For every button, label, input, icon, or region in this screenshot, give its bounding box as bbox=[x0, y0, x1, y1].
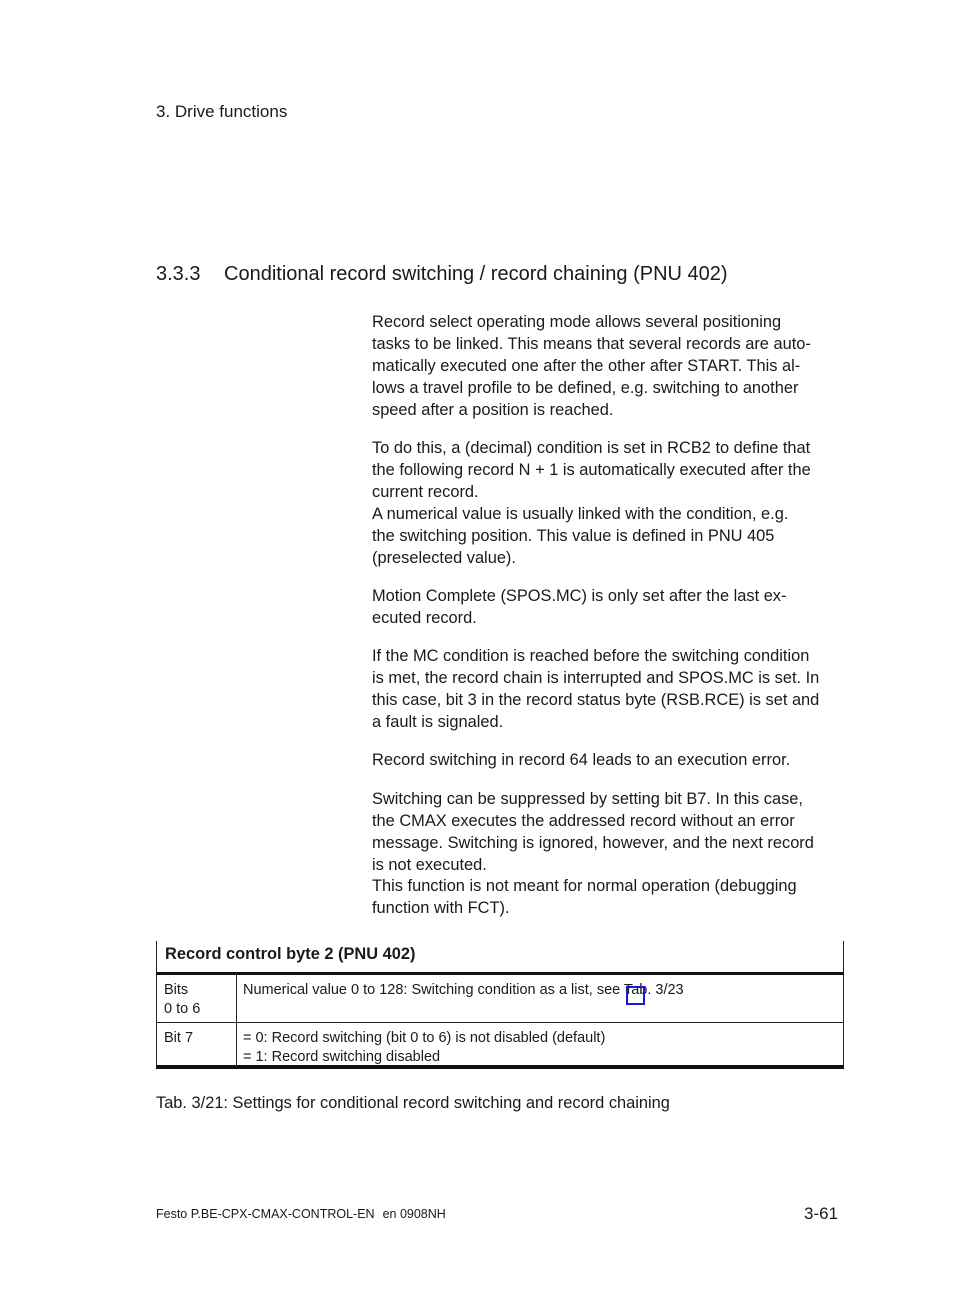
section-title: Conditional record switching / record chaining (PNU 402) bbox=[224, 263, 728, 285]
text-line: function with FCT). bbox=[372, 899, 510, 918]
text-line: A numerical value is usually linked with the condition, e.g. bbox=[372, 504, 789, 523]
text-line: the following record N + 1 is automatically executed after the bbox=[372, 460, 811, 479]
table-cell-description bbox=[237, 1023, 843, 1065]
footer-document-id: Festo P.BE-CPX-CMAX-CONTROL-EN bbox=[156, 1207, 375, 1221]
table-caption: Tab. 3/21: Settings for conditional record switching and record chaining bbox=[156, 1094, 670, 1112]
paragraph-6 bbox=[372, 789, 842, 920]
cell-line: 0 to 6 bbox=[164, 1001, 201, 1017]
running-head: 3. Drive functions bbox=[156, 102, 288, 121]
table-row bbox=[156, 975, 844, 1023]
text-line: current record. bbox=[372, 482, 479, 501]
text-line: is met, the record chain is interrupted and SPOS.MC is set. In bbox=[372, 669, 820, 688]
cell-line: Numerical value 0 to 128: Switching condition as a list, see Tab. 3/23 bbox=[243, 982, 684, 998]
text-line: message. Switching is ignored, however, and the next record bbox=[372, 833, 814, 852]
page-number: 3-61 bbox=[804, 1204, 839, 1223]
text-line: Motion Complete (SPOS.MC) is only set after the last ex- bbox=[372, 586, 787, 605]
text-line: This function is not meant for normal operation (debugging bbox=[372, 877, 797, 896]
text-line: matically executed one after the other after START. This al- bbox=[372, 356, 801, 375]
text-line: (preselected value). bbox=[372, 548, 516, 567]
text-line: If the MC condition is reached before the switching condition bbox=[372, 647, 810, 666]
paragraph-1 bbox=[372, 312, 842, 422]
table-cell-bits bbox=[157, 975, 237, 1022]
cell-line: Bit 7 bbox=[164, 1030, 194, 1046]
table-cell-bits bbox=[157, 1023, 237, 1065]
cross-reference-link[interactable] bbox=[626, 986, 645, 1005]
footer-edition: en 0908NH bbox=[382, 1207, 446, 1221]
table-header: Record control byte 2 (PNU 402) bbox=[156, 941, 844, 975]
text-line: Switching can be suppressed by setting bit B7. In this case, bbox=[372, 789, 803, 808]
text-line: a fault is signaled. bbox=[372, 713, 504, 731]
footer bbox=[156, 1207, 446, 1221]
section-number: 3.3.3 bbox=[156, 263, 201, 285]
text-line: the switching position. This value is defined in PNU 405 bbox=[372, 526, 775, 545]
paragraph-4 bbox=[372, 646, 842, 734]
text-line: Record switching in record 64 leads to an execution error. bbox=[372, 751, 791, 770]
section-heading bbox=[156, 263, 728, 286]
paragraph-2 bbox=[372, 438, 842, 569]
text-line: is not executed. bbox=[372, 855, 487, 874]
cell-line: = 0: Record switching (bit 0 to 6) is not disabled (default) bbox=[243, 1030, 606, 1046]
text-line: this case, bit 3 in the record status byte (RSB.RCE) is set and bbox=[372, 691, 820, 710]
paragraph-3 bbox=[372, 586, 842, 630]
paragraph-5 bbox=[372, 750, 842, 772]
cell-line: Bits bbox=[164, 982, 189, 998]
table-row bbox=[156, 1023, 844, 1069]
text-line: tasks to be linked. This means that several records are auto- bbox=[372, 334, 811, 353]
text-line: To do this, a (decimal) condition is set in RCB2 to define that bbox=[372, 439, 811, 458]
settings-table bbox=[156, 941, 844, 1069]
text-line: ecuted record. bbox=[372, 608, 477, 627]
text-line: the CMAX executes the addressed record without an error bbox=[372, 811, 795, 830]
text-line: speed after a position is reached. bbox=[372, 400, 614, 419]
text-line: Record select operating mode allows several positioning bbox=[372, 313, 782, 331]
cell-line: = 1: Record switching disabled bbox=[243, 1049, 441, 1065]
table-cell-description bbox=[237, 975, 843, 1022]
body-text bbox=[372, 312, 842, 937]
text-line: lows a travel profile to be defined, e.g. switching to another bbox=[372, 378, 799, 397]
